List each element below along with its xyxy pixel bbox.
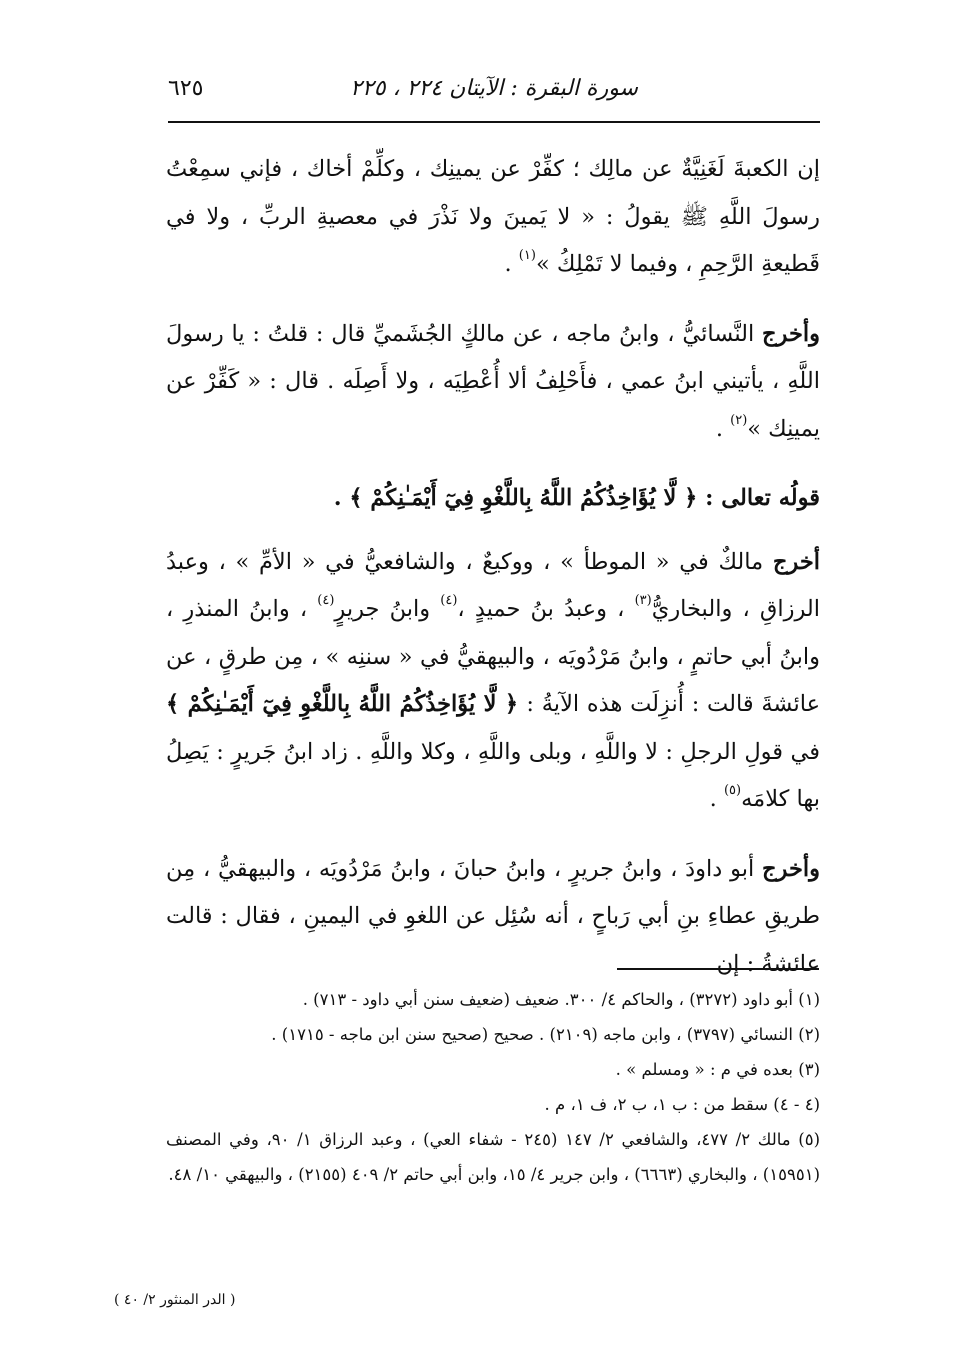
footnote-ref-1: (١) <box>518 248 536 263</box>
paragraph-3-text-e: في قولِ الرجلِ : لا واللَّهِ ، وبلى واللَّهِ ، وكلا واللَّهِ . زاد ابنُ جَريرٍ : يَصِلُ بها كلامَه <box>166 738 820 812</box>
paragraph-4 <box>166 846 820 989</box>
paragraph-1-end: . <box>504 251 519 277</box>
footnote-2: (٢) النسائي (٣٧٩٧) ، وابن ماجه (٢١٠٩) . صحيح (صحيح سنن ابن ماجه - ١٧١٥) . <box>271 1025 820 1044</box>
paragraph-2-text: النَّسائيُّ ، وابنُ ماجه ، عن مالكٍ الجُشَميِّ قال : قلتُ : يا رسولَ اللَّهِ ، يأتيني ابنُ عمي ، فأَحْلِفُ ألا أُعْطِيَه ، ولا أَصِلَه . قال : « كَفِّرْ عن يمينِك » <box>166 320 820 442</box>
footnote-4: (٤ - ٤) سقط من : ب ١، ب ٢، ف ١، م . <box>544 1095 820 1114</box>
paragraph-3 <box>166 539 820 824</box>
paragraph-2 <box>166 311 820 454</box>
page-number: ٦٢٥ <box>168 76 204 101</box>
paragraph-2-lead: وأخرج <box>762 320 820 347</box>
paragraph-3-end: . <box>709 786 724 812</box>
footnote-ref-4-end: (٤) <box>317 593 335 608</box>
footnote-separator <box>617 968 819 970</box>
paragraph-3-text-d: ، وابنُ المنذرِ ، وابنُ أبي حاتمٍ ، وابنُ مَرْدُويَه ، والبيهقيُّ في « سننِه » ، مِن طرقٍ ، عن عائشةَ قالت : أُنزِلَت هذه الآيةُ : <box>166 596 820 717</box>
footnote-ref-4-start: (٤) <box>440 593 458 608</box>
quran-verse: ﴿ لَّا يُؤَاخِذُكُمُ اللَّهُ بِاللَّغْوِ فِيٓ أَيْمَـٰنِكُمْ ﴾ . <box>333 485 706 511</box>
footnote-ref-2: (٢) <box>730 412 748 428</box>
footnote-ref-5: (٥) <box>723 783 742 798</box>
verse-heading <box>166 475 820 523</box>
paragraph-4-text: أبو داودَ ، وابنُ جريرٍ ، وابنُ حبانَ ، وابنُ مَرْدُويَه ، والبيهقيُّ ، مِن طريقِ عطاءِ بنِ أبي رَباحٍ ، أنه سُئِل عن اللغوِ في اليمينِ ، فقال : قالت عائشةُ : إن <box>166 855 820 977</box>
quran-verse-inline: ﴿ لَّا يُؤَاخِذُكُمُ اللَّهُ بِاللَّغْوِ فِيٓ أَيْمَـٰنِكُمْ ﴾ <box>166 691 527 717</box>
verse-heading-lead: قولُه تعالى : <box>705 485 820 511</box>
paragraph-1-text: إن الكعبةَ لَغَنِيَّةٌ عن مالِك ؛ كفِّرْ عن يمينِك ، وكلِّمْ أخاك ، فإني سمِعْتُ رسولَ اللَّهِ ﷺ يقولُ : « لا يَمينَ ولا نَذْرَ في معصيةِ الربِّ ، ولا في قَطيعةِ الرَّحِمِ ، وفيما لا تَمْلِكُ » <box>166 156 820 277</box>
header-rule <box>168 121 820 123</box>
footnote-ref-3: (٣) <box>634 593 652 608</box>
paragraph-3-text-b: ، وعبدُ بنُ حميدٍ ، <box>457 596 635 622</box>
source-reference: ( الدر المنثور ٢/ ٤٠ ) <box>114 1292 236 1308</box>
paragraph-1 <box>166 146 820 289</box>
paragraph-3-lead: أخرج <box>772 548 820 575</box>
paragraph-4-lead: وأخرج <box>762 855 820 882</box>
paragraph-2-end: . <box>715 415 731 442</box>
page-header <box>168 72 818 112</box>
paragraph-3-text-a: مالكٌ في « الموطأ » ، ووكيعٌ ، والشافعيُّ في « الأمِّ » ، وعبدُ الرزاقِ ، والبخاريُّ <box>166 548 821 622</box>
footnotes <box>166 982 820 1192</box>
paragraph-3-text-c: وابنُ جريرٍ <box>334 596 441 622</box>
footnote-3: (٣) بعده في م : « ومسلم » . <box>615 1060 820 1079</box>
footnote-1: (١) أبو داود (٣٢٧٢) ، والحاكم ٤/ ٣٠٠. ضعيف (ضعيف سنن أبي داود - ٧١٣) . <box>302 990 820 1009</box>
running-title: سورة البقرة : الآيتان ٢٢٤ ، ٢٢٥ <box>350 76 638 101</box>
main-text <box>166 146 820 1010</box>
footnote-5: (٥) مالك ٢/ ٤٧٧، والشافعي ٢/ ١٤٧ (٢٤٥ - شفاء العي) ، وعبد الرزاق ١/ ٩٠، وفي المصنف (١٥٩٥١) ، والبخاري (٦٦٦٣) ، وابن جرير ٤/ ١٥، وابن أبي حاتم ٢/ ٤٠٩ (٢١٥٥) ، والبيهقي ١٠/ ٤٨. <box>166 1130 821 1184</box>
